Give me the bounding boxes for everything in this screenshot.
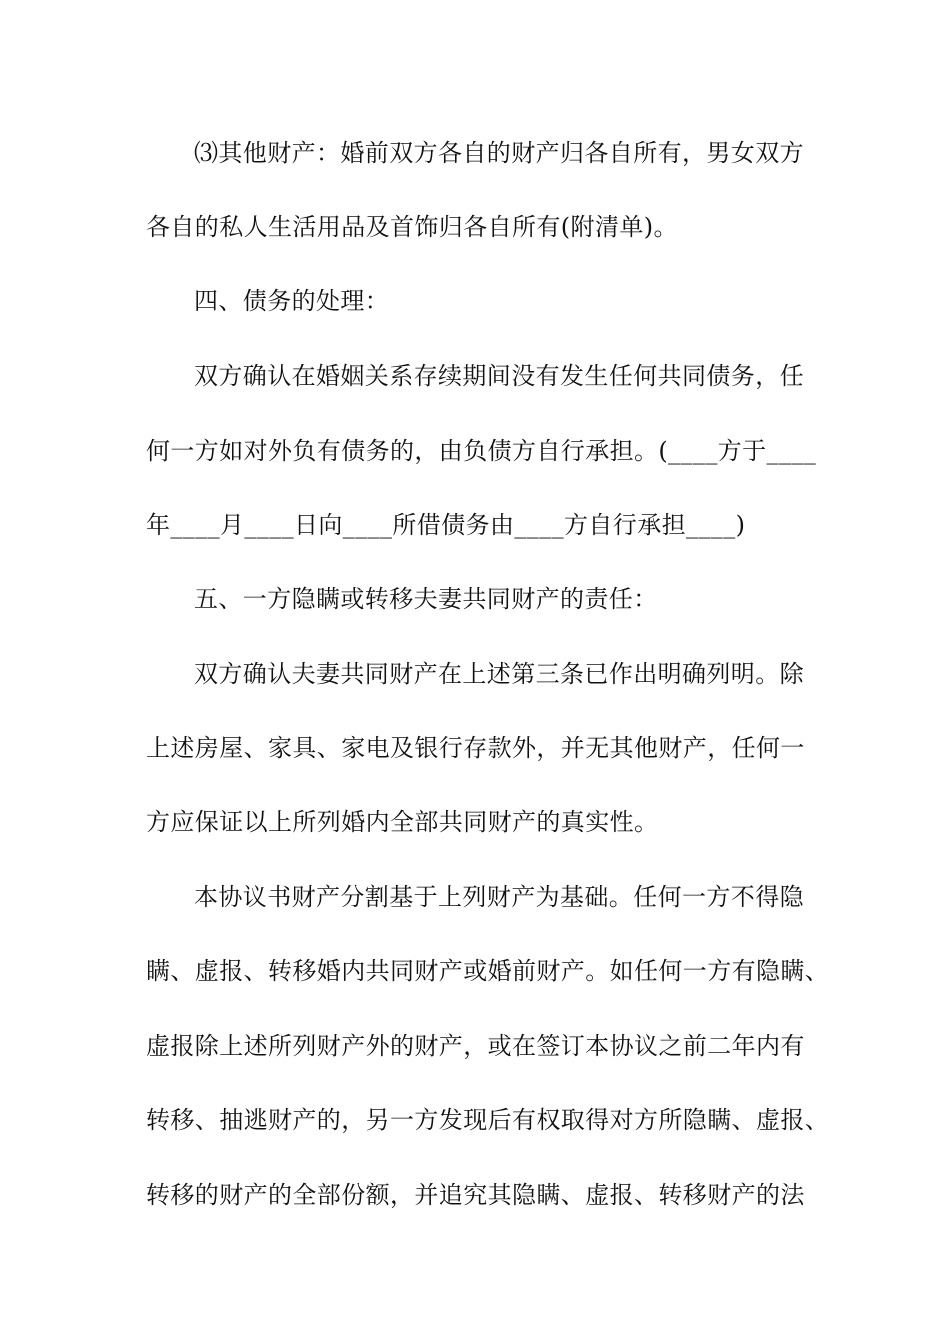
paragraph-line: 双方确认在婚姻关系存续期间没有发生任何共同债务，任 [194, 362, 804, 390]
paragraph-line: 何一方如对外负有债务的，由负债方自行承担。(____方于____ [146, 437, 817, 465]
paragraph-line: 瞒、虚报、转移婚内共同财产或婚前财产。如任何一方有隐瞒、 [146, 957, 830, 985]
paragraph-line: 本协议书财产分割基于上列财产为基础。任何一方不得隐 [194, 883, 804, 911]
paragraph-line: 方应保证以上所列婚内全部共同财产的真实性。 [146, 808, 659, 836]
paragraph-line: 各自的私人生活用品及首饰归各自所有(附清单)。 [146, 213, 678, 241]
paragraph-line: 转移、抽逃财产的，另一方发现后有权取得对方所隐瞒、虚报、 [146, 1106, 830, 1134]
paragraph-line: ⑶其他财产：婚前双方各自的财产归各自所有，男女双方 [194, 139, 804, 167]
paragraph-line: 上述房屋、家具、家电及银行存款外，并无其他财产，任何一 [146, 734, 805, 762]
paragraph-line: 年____月____日向____所借债务由____方自行承担____) [146, 511, 746, 539]
section-heading: 四、债务的处理： [194, 287, 390, 315]
paragraph-line: 转移的财产的全部份额，并追究其隐瞒、虚报、转移财产的法 [146, 1181, 805, 1209]
paragraph-line: 双方确认夫妻共同财产在上述第三条已作出明确列明。除 [194, 660, 804, 688]
section-heading: 五、一方隐瞒或转移夫妻共同财产的责任： [194, 585, 658, 613]
paragraph-line: 虚报除上述所列财产外的财产，或在签订本协议之前二年内有 [146, 1032, 805, 1060]
